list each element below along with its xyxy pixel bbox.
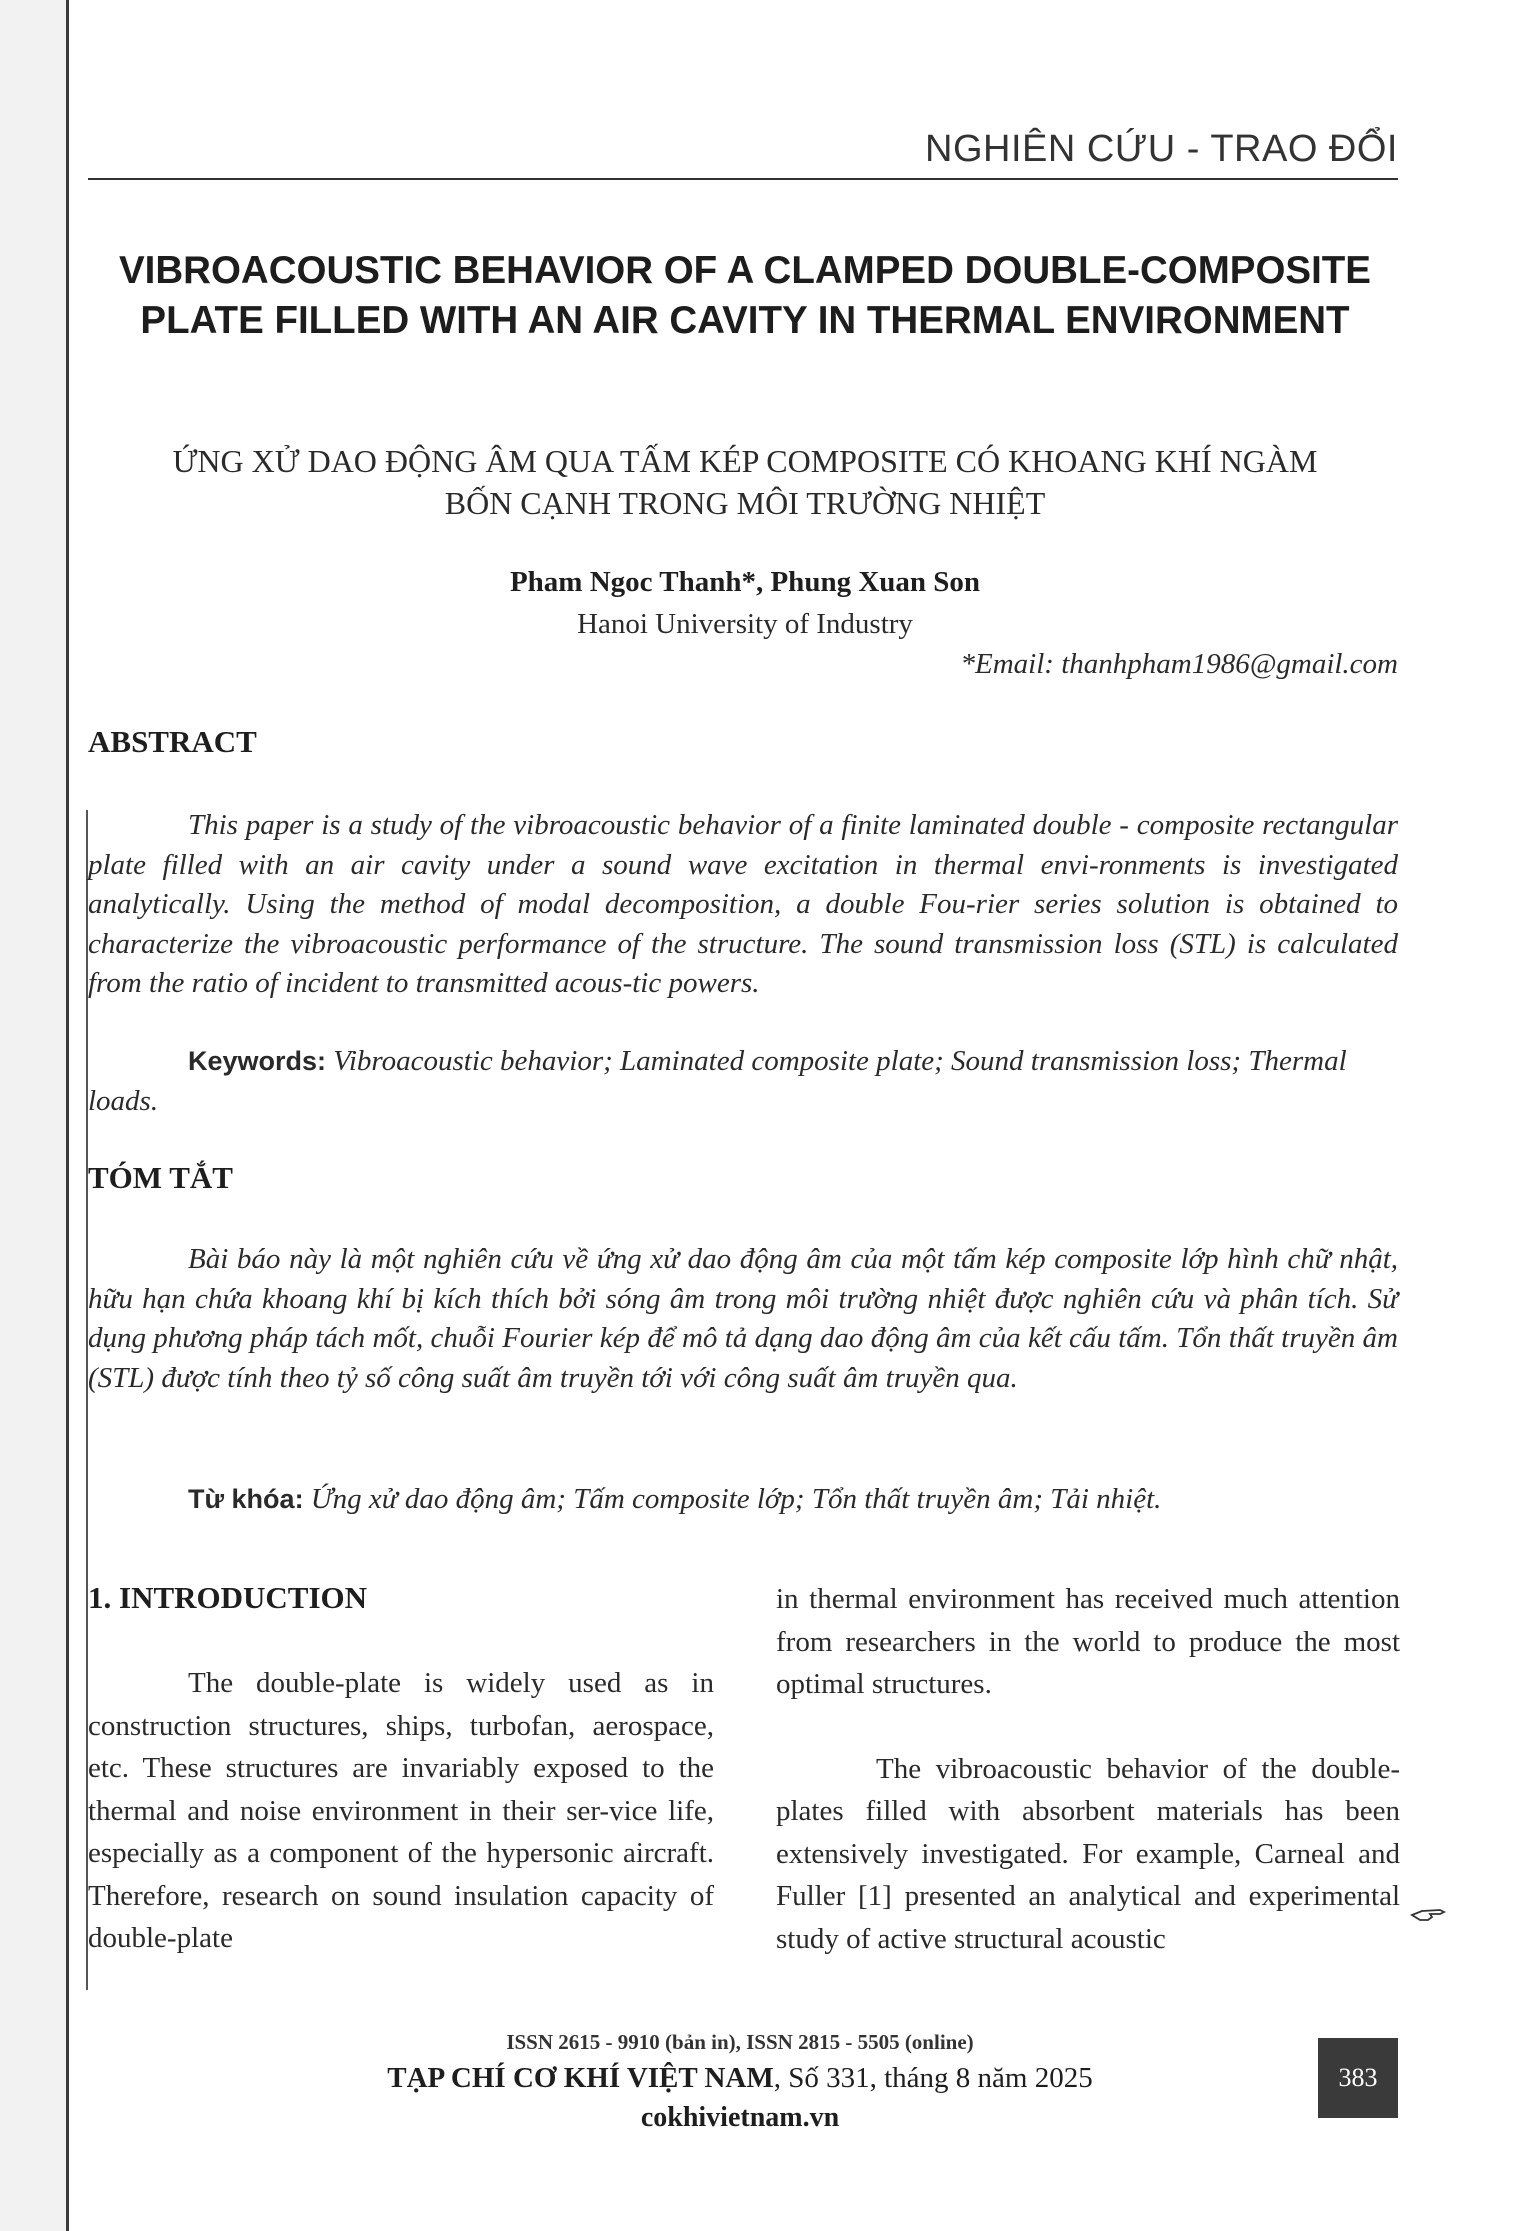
introduction-paragraph: The vibroacoustic behavior of the double-plates filled with absorbent materials has been extensively investigated. For example, Carneal and Fuller [1] presented an analytical and experimental study of active structural acoustic	[776, 1752, 1400, 1955]
journal-name: TẠP CHÍ CƠ KHÍ VIỆT NAM	[387, 2062, 774, 2094]
footer-website: cokhivietnam.vn	[640, 2102, 840, 2133]
header-rule	[88, 178, 1398, 180]
authors: Pham Ngoc Thanh*, Phung Xuan Son	[509, 566, 981, 598]
pointing-hand-icon	[1410, 1905, 1446, 1925]
footer-issn: ISSN 2615 - 9910 (bản in), ISSN 2815 - 5505 (online)	[506, 2030, 974, 2054]
paper-title-vietnamese: ỨNG XỬ DAO ĐỘNG ÂM QUA TẤM KÉP COMPOSITE CÓ KHOANG KHÍ NGÀM BỐN CẠNH TRONG MÔI TRƯỜNG NHIỆT	[172, 443, 1318, 521]
abstract-keywords	[88, 1042, 1398, 1121]
journal-issue: , Số 331, tháng 8 năm 2025	[773, 2062, 1093, 2094]
binding-edge-line	[66, 0, 69, 2231]
keywords-text: Vibroacoustic behavior; Laminated composite plate; Sound transmission loss; Thermal loads.	[88, 1045, 1347, 1117]
page-number: 383	[1318, 2038, 1398, 2118]
footer-journal	[0, 2062, 1480, 2095]
page-margin-shade	[0, 0, 66, 2231]
email: *Email: thanhpham1986@gmail.com	[960, 648, 1398, 680]
keywords-label: Keywords:	[188, 1046, 327, 1076]
introduction-paragraph: in thermal environment has received much attention from researchers in the world to produce the most optimal structures.	[776, 1583, 1400, 1700]
summary-keywords-label: Từ khóa:	[188, 1484, 304, 1514]
section-label: NGHIÊN CỨU - TRAO ĐỔI	[925, 128, 1398, 170]
summary-text: Bài báo này là một nghiên cứu về ứng xử dao động âm của một tấm kép composite lớp hình chữ nhật, hữu hạn chứa khoang khí bị kích thích bởi sóng âm trong môi trường nhiệt được nghiên cứu và phân tích. Sử dụng phương pháp tách mốt, chuỗi Fourier kép để mô tả dạng dao động âm của kết cấu tấm. Tổn thất truyền âm (STL) được tính theo tỷ số công suất âm truyền tới với công suất âm truyền qua.	[88, 1243, 1398, 1394]
abstract-heading: ABSTRACT	[88, 724, 257, 759]
introduction-left-column	[88, 1662, 714, 1960]
introduction-right-column	[776, 1578, 1400, 1960]
affiliation: Hanoi University of Industry	[577, 608, 913, 640]
summary-heading: TÓM TẮT	[88, 1160, 233, 1195]
introduction-heading: 1. INTRODUCTION	[88, 1580, 368, 1615]
summary-keywords-text: Ứng xử dao động âm; Tấm composite lớp; Tổn thất truyền âm; Tải nhiệt.	[310, 1483, 1162, 1515]
paper-title: VIBROACOUSTIC BEHAVIOR OF A CLAMPED DOUBLE-COMPOSITE PLATE FILLED WITH AN AIR CAVITY IN THERMAL ENVIRONMENT	[119, 249, 1371, 342]
abstract-text: This paper is a study of the vibroacoustic behavior of a finite laminated double - composite rectangular plate filled with an air cavity under a sound wave excitation in thermal envi-ronments is investigated analytically. Using the method of modal decomposition, a double Fou-rier series solution is obtained to characterize the vibroacoustic performance of the structure. The sound transmission loss (STL) is calculated from the ratio of incident to transmitted acous-tic powers.	[88, 809, 1398, 999]
introduction-paragraph: The double-plate is widely used as in construction structures, ships, turbofan, aerospace, etc. These structures are invariably exposed to the thermal and noise environment in their ser-vice life, especially as a component of the hypersonic aircraft. Therefore, research on sound insulation capacity of double-plate	[88, 1667, 714, 1954]
summary-keywords	[88, 1480, 1398, 1520]
